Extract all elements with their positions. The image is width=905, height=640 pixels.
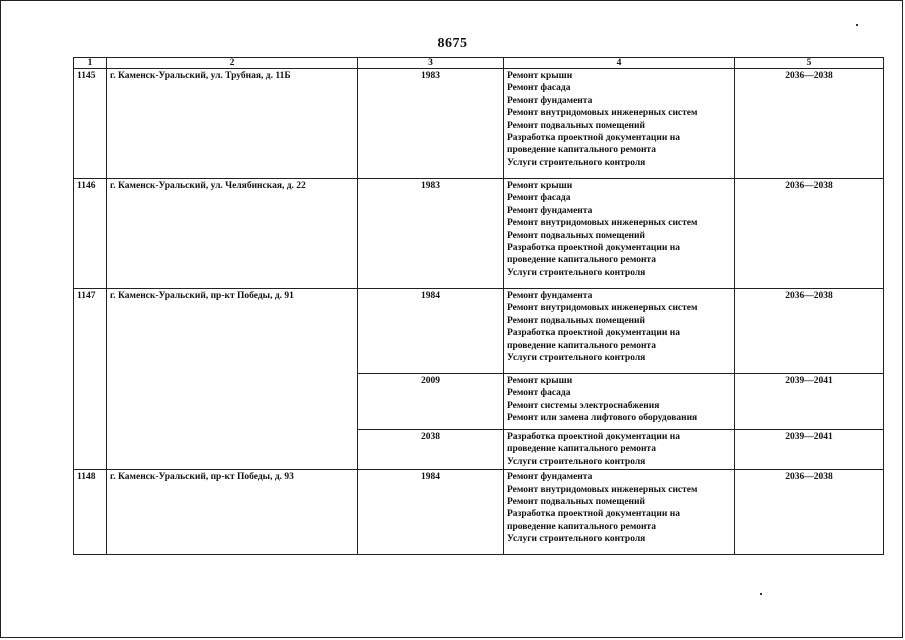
table-row [74,470,884,555]
building-address: г. Каменск-Уральский, ул. Челябинская, д. 22 [107,179,358,289]
building-address: г. Каменск-Уральский, пр-кт Победы, д. 93 [107,470,358,555]
work-item: Ремонт системы электроснабжения [507,400,660,411]
row-number: 1145 [74,69,107,179]
work-item: Ремонт внутридомовых инженерных систем [507,484,698,495]
work-item: Ремонт фасада [507,388,571,399]
year-cell: 1983 [358,69,504,179]
year-cell: 1983 [358,179,504,289]
page-number: 8675 [437,36,468,51]
work-item: Услуги строительного контроля [507,456,646,467]
work-item: Ремонт фасада [507,193,571,204]
building-address: г. Каменск-Уральский, ул. Трубная, д. 11Б [107,69,358,179]
work-item: Услуги строительного контроля [507,353,646,364]
table-row [74,179,884,289]
row-number: 1146 [74,179,107,289]
work-item: Разработка проектной документации на [507,328,680,339]
work-item: Разработка проектной документации на [507,133,680,144]
work-item: Ремонт подвальных помещений [507,120,645,131]
work-item: Ремонт внутридомовых инженерных систем [507,218,698,229]
work-item: Услуги строительного контроля [507,534,646,545]
work-item: Ремонт внутридомовых инженерных систем [507,108,698,119]
scan-speck [760,593,762,595]
scan-speck [856,24,858,26]
year-cell: 2009 [358,374,504,430]
work-item: Ремонт крыши [507,376,573,386]
year-cell: 1984 [358,470,504,555]
work-item: Ремонт фундамента [507,205,593,216]
column-header: 1 [74,58,107,69]
work-item: Ремонт крыши [507,181,573,191]
work-item: Ремонт крыши [507,71,573,81]
capital-repair-table [73,57,884,555]
column-number-row [74,58,884,69]
work-item: проведение капитального ремонта [507,340,656,351]
work-item: Ремонт фасада [507,83,571,94]
work-item: Ремонт фундамента [507,95,593,106]
work-item: Ремонт подвальных помещений [507,230,645,241]
period-cell: 2036—2038 [735,179,884,289]
work-item: Разработка проектной документации на [507,432,680,442]
works-list [504,374,735,430]
year-cell: 1984 [358,289,504,374]
works-list [504,430,735,470]
building-address: г. Каменск-Уральский, пр-кт Победы, д. 91 [107,289,358,470]
work-item: проведение капитального ремонта [507,521,656,532]
work-item: Ремонт внутридомовых инженерных систем [507,303,698,314]
works-list [504,69,735,179]
table-row [74,69,884,179]
work-item: Разработка проектной документации на [507,509,680,520]
column-header: 4 [504,58,735,69]
period-cell: 2039—2041 [735,430,884,470]
work-item: Ремонт подвальных помещений [507,315,645,326]
period-cell: 2036—2038 [735,69,884,179]
row-number: 1147 [74,289,107,470]
work-item: Услуги строительного контроля [507,157,646,168]
row-number: 1148 [74,470,107,555]
works-list [504,289,735,374]
work-item: Разработка проектной документации на [507,243,680,254]
column-header: 5 [735,58,884,69]
period-cell: 2036—2038 [735,289,884,374]
works-list [504,179,735,289]
work-item: проведение капитального ремонта [507,145,656,156]
work-item: проведение капитального ремонта [507,444,656,455]
works-list [504,470,735,555]
period-cell: 2036—2038 [735,470,884,555]
work-item: Ремонт фундамента [507,291,593,301]
column-header: 2 [107,58,358,69]
work-item: Ремонт фундамента [507,472,593,483]
work-item: проведение капитального ремонта [507,255,656,266]
column-header: 3 [358,58,504,69]
work-item: Ремонт или замена лифтового оборудования [507,413,698,424]
work-item: Услуги строительного контроля [507,267,646,278]
work-item: Ремонт подвальных помещений [507,497,645,508]
table-row [74,289,884,374]
table-body [74,69,884,555]
period-cell: 2039—2041 [735,374,884,430]
year-cell: 2038 [358,430,504,470]
